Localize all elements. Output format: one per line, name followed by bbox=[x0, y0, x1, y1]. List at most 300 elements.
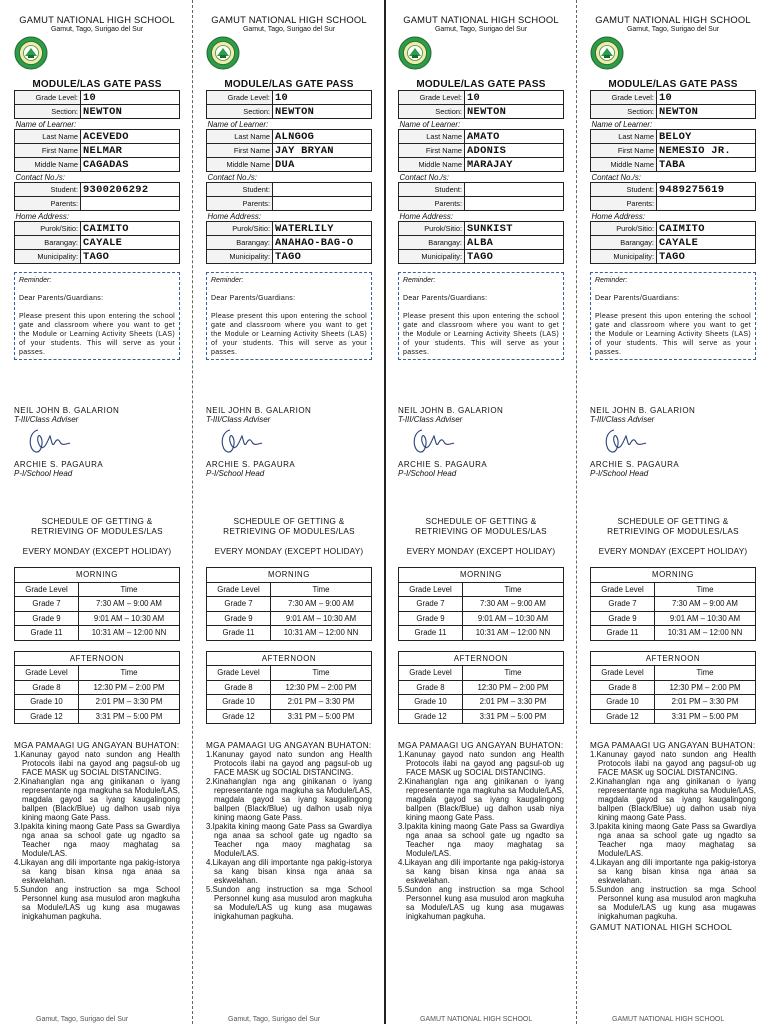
schedule-time: 2:01 PM – 3:30 PM bbox=[79, 695, 180, 710]
schedule-time: 12:30 PM – 2:00 PM bbox=[79, 680, 180, 695]
schedule-grade: Grade 7 bbox=[15, 597, 79, 612]
afternoon-schedule-table bbox=[206, 651, 372, 725]
adviser-name: NEIL JOHN B. GALARION bbox=[398, 406, 504, 415]
parents-contact-label: Parents: bbox=[399, 197, 465, 211]
contact-heading: Contact No./s: bbox=[591, 172, 641, 182]
rule-item: 4.Likayan ang dili importante nga pakig-istorya sa kang bisan kinsa nga anaa sa eskwelahan. bbox=[206, 858, 372, 885]
gate-pass-back bbox=[14, 517, 180, 921]
student-contact-label: Student: bbox=[15, 183, 81, 197]
rule-item: 3.Ipakita kining maong Gate Pass sa Gwardiya nga anaa sa school gate ug ngadto sa Teacher nga maoy maghatag sa Module/LAS. bbox=[398, 822, 564, 858]
last-name-label: Last Name bbox=[399, 130, 465, 144]
schedule-time: 12:30 PM – 2:00 PM bbox=[655, 680, 756, 695]
municipality-label: Municipality: bbox=[591, 250, 657, 264]
rule-item: 1.Kanunay gayod nato sundon ang Health Protocols ilabi na gayod ang pagsul-ob ug FACE MASK ug SOCIAL DISTANCING. bbox=[206, 750, 372, 777]
purok-label: Purok/Sitio: bbox=[399, 222, 465, 236]
schedule-grade: Grade 12 bbox=[399, 709, 463, 724]
schedule-time: 10:31 AM – 12:00 NN bbox=[271, 626, 372, 641]
schedule-time: 2:01 PM – 3:30 PM bbox=[655, 695, 756, 710]
middle-name-value: MARAJAY bbox=[465, 158, 564, 172]
schedule-time: 3:31 PM – 5:00 PM bbox=[271, 709, 372, 724]
morning-heading: MORNING bbox=[591, 568, 756, 583]
morning-schedule-row bbox=[207, 597, 372, 612]
morning-schedule-table bbox=[590, 567, 756, 641]
grade-level-column-header: Grade Level bbox=[591, 666, 655, 681]
last-name-label: Last Name bbox=[15, 130, 81, 144]
reminder-title: Reminder: bbox=[19, 277, 52, 284]
schedule-grade: Grade 7 bbox=[207, 597, 271, 612]
gate-pass-column bbox=[576, 0, 768, 1024]
pass-title: MODULE/LAS GATE PASS bbox=[416, 79, 546, 90]
adviser-name: NEIL JOHN B. GALARION bbox=[206, 406, 312, 415]
rule-item: 5.Sundon ang instruction sa mga School Personnel kung asa musulod aron magkuha sa Module/LAS ug kung asa mugawas inigkahuman pagkuha. bbox=[590, 885, 756, 921]
municipality-value: TAGO bbox=[273, 250, 372, 264]
purok-label: Purok/Sitio: bbox=[591, 222, 657, 236]
adviser-signatory bbox=[398, 406, 503, 424]
home-address-heading: Home Address: bbox=[207, 211, 261, 221]
pass-title: MODULE/LAS GATE PASS bbox=[224, 79, 354, 90]
schedule-frequency: EVERY MONDAY (EXCEPT HOLIDAY) bbox=[22, 547, 172, 556]
middle-name-value: DUA bbox=[273, 158, 372, 172]
school-head-name: ARCHIE S. PAGAURA bbox=[14, 460, 104, 469]
barangay-label: Barangay: bbox=[207, 236, 273, 250]
schedule-time: 10:31 AM – 12:00 NN bbox=[463, 626, 564, 641]
purok-label: Purok/Sitio: bbox=[15, 222, 81, 236]
rule-item: 4.Likayan ang dili importante nga pakig-istorya sa kang bisan kinsa nga anaa sa eskwelahan. bbox=[14, 858, 180, 885]
rule-item: 1.Kanunay gayod nato sundon ang Health Protocols ilabi na gayod ang pagsul-ob ug FACE MASK ug SOCIAL DISTANCING. bbox=[398, 750, 564, 777]
municipality-label: Municipality: bbox=[207, 250, 273, 264]
parents-contact-value bbox=[657, 197, 756, 211]
student-contact-label: Student: bbox=[207, 183, 273, 197]
schedule-grade: Grade 9 bbox=[591, 611, 655, 626]
schedule-grade: Grade 8 bbox=[207, 680, 271, 695]
learner-info-table bbox=[206, 90, 372, 264]
schedule-time: 9:01 AM – 10:30 AM bbox=[79, 611, 180, 626]
afternoon-schedule-row bbox=[15, 695, 180, 710]
learner-info-table bbox=[14, 90, 180, 264]
parents-contact-label: Parents: bbox=[591, 197, 657, 211]
morning-heading: MORNING bbox=[207, 568, 372, 583]
time-column-header: Time bbox=[655, 666, 756, 681]
gate-pass-front bbox=[14, 14, 180, 478]
morning-schedule-row bbox=[399, 611, 564, 626]
name-of-learner-heading: Name of Learner: bbox=[15, 119, 77, 129]
first-name-value: JAY BRYAN bbox=[273, 144, 372, 158]
municipality-value: TAGO bbox=[465, 250, 564, 264]
schedule-grade: Grade 10 bbox=[591, 695, 655, 710]
schedule-title bbox=[398, 517, 564, 537]
time-column-header: Time bbox=[79, 666, 180, 681]
grade-level-value: 10 bbox=[465, 91, 564, 105]
cut-line bbox=[576, 0, 577, 1024]
parents-contact-value bbox=[273, 197, 372, 211]
reminder-body: Please present this upon entering the school gate and classroom where you want to get the Module or Learning Activity Sheets (LAS) of your students. This will serve as your passes. bbox=[211, 313, 367, 356]
afternoon-schedule-table bbox=[398, 651, 564, 725]
rules-title: MGA PAMAAGI UG ANGAYAN BUHATON: bbox=[14, 741, 180, 750]
signature-scribble-icon bbox=[410, 426, 458, 456]
student-contact-value: 9300206292 bbox=[81, 183, 180, 197]
pass-title: MODULE/LAS GATE PASS bbox=[32, 79, 162, 90]
purok-value: CAIMITO bbox=[657, 222, 756, 236]
rule-item: 1.Kanunay gayod nato sundon ang Health Protocols ilabi na gayod ang pagsul-ob ug FACE MASK ug SOCIAL DISTANCING. bbox=[14, 750, 180, 777]
rule-item: 1.Kanunay gayod nato sundon ang Health Protocols ilabi na gayod ang pagsul-ob ug FACE MASK ug SOCIAL DISTANCING. bbox=[590, 750, 756, 777]
schedule-grade: Grade 10 bbox=[399, 695, 463, 710]
morning-schedule-table bbox=[398, 567, 564, 641]
schedule-title-line1: SCHEDULE OF GETTING & bbox=[425, 517, 537, 526]
school-address: Gamut, Tago, Surigao del Sur bbox=[434, 26, 528, 33]
adviser-signatory bbox=[14, 406, 119, 424]
rules-title: MGA PAMAAGI UG ANGAYAN BUHATON: bbox=[206, 741, 372, 750]
school-head-title: P-I/School Head bbox=[14, 469, 73, 478]
reminder-box bbox=[398, 272, 564, 360]
afternoon-schedule-row bbox=[399, 695, 564, 710]
first-name-label: First Name bbox=[15, 144, 81, 158]
morning-schedule-row bbox=[15, 626, 180, 641]
morning-schedule-row bbox=[207, 611, 372, 626]
schedule-grade: Grade 7 bbox=[591, 597, 655, 612]
adviser-title: T-III/Class Adviser bbox=[14, 415, 79, 424]
morning-schedule-row bbox=[399, 626, 564, 641]
grade-level-column-header: Grade Level bbox=[399, 666, 463, 681]
student-contact-label: Student: bbox=[591, 183, 657, 197]
gate-pass-front bbox=[398, 14, 564, 478]
schedule-time: 10:31 AM – 12:00 NN bbox=[655, 626, 756, 641]
rules-list bbox=[590, 750, 756, 921]
first-name-value: NELMAR bbox=[81, 144, 180, 158]
school-name: GAMUT NATIONAL HIGH SCHOOL bbox=[211, 14, 367, 25]
name-of-learner-heading: Name of Learner: bbox=[591, 119, 653, 129]
morning-schedule-row bbox=[591, 626, 756, 641]
schedule-title-line2: RETRIEVING OF MODULES/LAS bbox=[31, 527, 163, 536]
schedule-frequency: EVERY MONDAY (EXCEPT HOLIDAY) bbox=[214, 547, 364, 556]
afternoon-schedule-row bbox=[591, 695, 756, 710]
time-column-header: Time bbox=[79, 582, 180, 597]
schedule-time: 2:01 PM – 3:30 PM bbox=[463, 695, 564, 710]
schedule-title-line2: RETRIEVING OF MODULES/LAS bbox=[607, 527, 739, 536]
school-seal-icon bbox=[206, 36, 240, 70]
schedule-grade: Grade 8 bbox=[591, 680, 655, 695]
gate-pass-column bbox=[0, 0, 192, 1024]
grade-level-value: 10 bbox=[657, 91, 756, 105]
section-value: NEWTON bbox=[657, 105, 756, 119]
middle-name-label: Middle Name bbox=[15, 158, 81, 172]
purok-value: CAIMITO bbox=[81, 222, 180, 236]
reminder-box bbox=[206, 272, 372, 360]
rule-item: 5.Sundon ang instruction sa mga School Personnel kung asa musulod aron magkuha sa Module/LAS ug kung asa mugawas inigkahuman pagkuha. bbox=[398, 885, 564, 921]
adviser-signatory bbox=[590, 406, 695, 424]
school-seal-icon bbox=[398, 36, 432, 70]
gate-pass-front bbox=[590, 14, 756, 478]
barangay-value: CAYALE bbox=[657, 236, 756, 250]
school-address: Gamut, Tago, Surigao del Sur bbox=[50, 26, 144, 33]
schedule-time: 12:30 PM – 2:00 PM bbox=[463, 680, 564, 695]
schedule-title-line2: RETRIEVING OF MODULES/LAS bbox=[223, 527, 355, 536]
schedule-grade: Grade 11 bbox=[207, 626, 271, 641]
purok-label: Purok/Sitio: bbox=[207, 222, 273, 236]
parents-contact-value bbox=[465, 197, 564, 211]
schedule-grade: Grade 8 bbox=[15, 680, 79, 695]
adviser-title: T-III/Class Adviser bbox=[206, 415, 271, 424]
grade-level-label: Grade Level: bbox=[591, 91, 657, 105]
schedule-title-line1: SCHEDULE OF GETTING & bbox=[41, 517, 153, 526]
schedule-time: 9:01 AM – 10:30 AM bbox=[655, 611, 756, 626]
afternoon-schedule-row bbox=[15, 680, 180, 695]
grade-level-column-header: Grade Level bbox=[15, 582, 79, 597]
reminder-body: Please present this upon entering the school gate and classroom where you want to get the Module or Learning Activity Sheets (LAS) of your students. This will serve as your passes. bbox=[19, 313, 175, 356]
time-column-header: Time bbox=[655, 582, 756, 597]
first-name-label: First Name bbox=[207, 144, 273, 158]
grade-level-label: Grade Level: bbox=[15, 91, 81, 105]
rule-item: 3.Ipakita kining maong Gate Pass sa Gwardiya nga anaa sa school gate ug ngadto sa Teacher nga maoy maghatag sa Module/LAS. bbox=[14, 822, 180, 858]
pass-title: MODULE/LAS GATE PASS bbox=[608, 79, 738, 90]
section-value: NEWTON bbox=[81, 105, 180, 119]
rule-item: 3.Ipakita kining maong Gate Pass sa Gwardiya nga anaa sa school gate ug ngadto sa Teacher nga maoy maghatag sa Module/LAS. bbox=[206, 822, 372, 858]
schedule-grade: Grade 8 bbox=[399, 680, 463, 695]
school-seal-icon bbox=[590, 36, 624, 70]
barangay-value: ANAHAO-BAG-O bbox=[273, 236, 372, 250]
school-seal-icon bbox=[14, 36, 48, 70]
next-pass-header-stub: Gamut, Tago, Surigao del Sur bbox=[228, 1016, 321, 1023]
schedule-frequency: EVERY MONDAY (EXCEPT HOLIDAY) bbox=[406, 547, 556, 556]
afternoon-heading: AFTERNOON bbox=[591, 651, 756, 666]
adviser-signatory bbox=[206, 406, 311, 424]
section-label: Section: bbox=[207, 105, 273, 119]
school-head-title: P-I/School Head bbox=[398, 469, 457, 478]
municipality-value: TAGO bbox=[81, 250, 180, 264]
schedule-time: 7:30 AM – 9:00 AM bbox=[655, 597, 756, 612]
school-head-name: ARCHIE S. PAGAURA bbox=[398, 460, 488, 469]
school-head-signatory bbox=[398, 460, 487, 478]
morning-schedule-row bbox=[15, 597, 180, 612]
purok-value: SUNKIST bbox=[465, 222, 564, 236]
grade-level-value: 10 bbox=[273, 91, 372, 105]
reminder-salutation: Dear Parents/Guardians: bbox=[19, 295, 104, 302]
next-pass-header-stub: GAMUT NATIONAL HIGH SCHOOL bbox=[612, 1016, 725, 1023]
schedule-time: 12:30 PM – 2:00 PM bbox=[271, 680, 372, 695]
schedule-frequency: EVERY MONDAY (EXCEPT HOLIDAY) bbox=[598, 547, 748, 556]
afternoon-schedule-table bbox=[590, 651, 756, 725]
grade-level-column-header: Grade Level bbox=[207, 666, 271, 681]
morning-heading: MORNING bbox=[15, 568, 180, 583]
schedule-grade: Grade 12 bbox=[15, 709, 79, 724]
contact-heading: Contact No./s: bbox=[207, 172, 257, 182]
schedule-grade: Grade 12 bbox=[207, 709, 271, 724]
time-column-header: Time bbox=[463, 666, 564, 681]
adviser-name: NEIL JOHN B. GALARION bbox=[14, 406, 120, 415]
barangay-label: Barangay: bbox=[591, 236, 657, 250]
signature-scribble-icon bbox=[218, 426, 266, 456]
schedule-time: 9:01 AM – 10:30 AM bbox=[271, 611, 372, 626]
cut-line bbox=[192, 0, 193, 1024]
middle-name-value: TABA bbox=[657, 158, 756, 172]
schedule-grade: Grade 7 bbox=[399, 597, 463, 612]
gate-pass-front bbox=[206, 14, 372, 478]
last-name-value: ALNGOG bbox=[273, 130, 372, 144]
schedule-grade: Grade 9 bbox=[15, 611, 79, 626]
learner-info-table bbox=[398, 90, 564, 264]
afternoon-heading: AFTERNOON bbox=[399, 651, 564, 666]
rule-item: 4.Likayan ang dili importante nga pakig-istorya sa kang bisan kinsa nga anaa sa eskwelahan. bbox=[590, 858, 756, 885]
last-name-value: ACEVEDO bbox=[81, 130, 180, 144]
morning-schedule-row bbox=[591, 611, 756, 626]
rules-list bbox=[206, 750, 372, 921]
gate-pass-back bbox=[206, 517, 372, 921]
name-of-learner-heading: Name of Learner: bbox=[207, 119, 269, 129]
learner-info-table bbox=[590, 90, 756, 264]
afternoon-schedule-row bbox=[399, 680, 564, 695]
municipality-label: Municipality: bbox=[15, 250, 81, 264]
last-name-label: Last Name bbox=[207, 130, 273, 144]
rule-item: 5.Sundon ang instruction sa mga School Personnel kung asa musulod aron magkuha sa Module/LAS ug kung asa mugawas inigkahuman pagkuha. bbox=[206, 885, 372, 921]
school-address: Gamut, Tago, Surigao del Sur bbox=[242, 26, 336, 33]
footer-school-name: GAMUT NATIONAL HIGH SCHOOL bbox=[590, 922, 733, 932]
municipality-value: TAGO bbox=[657, 250, 756, 264]
section-label: Section: bbox=[15, 105, 81, 119]
reminder-title: Reminder: bbox=[403, 277, 436, 284]
school-head-title: P-I/School Head bbox=[206, 469, 265, 478]
parents-contact-label: Parents: bbox=[15, 197, 81, 211]
schedule-time: 10:31 AM – 12:00 NN bbox=[79, 626, 180, 641]
adviser-title: T-III/Class Adviser bbox=[590, 415, 655, 424]
student-contact-value: 9489275619 bbox=[657, 183, 756, 197]
rules-list bbox=[14, 750, 180, 921]
rule-item: 2.Kinahanglan nga ang ginikanan o iyang representante nga magkuha sa Module/LAS, magdala gayod sa iyang kaugalingong ballpen (Black/Blue) ug dalhon usab niya kining maong Gate Pass. bbox=[206, 777, 372, 822]
schedule-title-line1: SCHEDULE OF GETTING & bbox=[233, 517, 345, 526]
reminder-salutation: Dear Parents/Guardians: bbox=[595, 295, 680, 302]
gate-pass-column bbox=[192, 0, 384, 1024]
home-address-heading: Home Address: bbox=[591, 211, 645, 221]
grade-level-column-header: Grade Level bbox=[399, 582, 463, 597]
schedule-title-line2: RETRIEVING OF MODULES/LAS bbox=[415, 527, 547, 536]
purok-value: WATERLILY bbox=[273, 222, 372, 236]
rule-item: 4.Likayan ang dili importante nga pakig-istorya sa kang bisan kinsa nga anaa sa eskwelahan. bbox=[398, 858, 564, 885]
schedule-time: 3:31 PM – 5:00 PM bbox=[463, 709, 564, 724]
reminder-salutation: Dear Parents/Guardians: bbox=[211, 295, 296, 302]
reminder-box bbox=[590, 272, 756, 360]
schedule-time: 3:31 PM – 5:00 PM bbox=[655, 709, 756, 724]
schedule-grade: Grade 11 bbox=[399, 626, 463, 641]
first-name-label: First Name bbox=[591, 144, 657, 158]
schedule-time: 3:31 PM – 5:00 PM bbox=[79, 709, 180, 724]
afternoon-schedule-row bbox=[207, 680, 372, 695]
schedule-grade: Grade 9 bbox=[207, 611, 271, 626]
schedule-grade: Grade 9 bbox=[399, 611, 463, 626]
grade-level-value: 10 bbox=[81, 91, 180, 105]
barangay-value: ALBA bbox=[465, 236, 564, 250]
schedule-grade: Grade 10 bbox=[207, 695, 271, 710]
schedule-grade: Grade 11 bbox=[15, 626, 79, 641]
school-head-signatory bbox=[590, 460, 679, 478]
first-name-value: ADONIS bbox=[465, 144, 564, 158]
schedule-time: 7:30 AM – 9:00 AM bbox=[79, 597, 180, 612]
afternoon-schedule-row bbox=[591, 709, 756, 724]
morning-schedule-table bbox=[206, 567, 372, 641]
reminder-title: Reminder: bbox=[211, 277, 244, 284]
grade-level-column-header: Grade Level bbox=[591, 582, 655, 597]
grade-level-column-header: Grade Level bbox=[207, 582, 271, 597]
school-head-signatory bbox=[14, 460, 103, 478]
morning-schedule-row bbox=[207, 626, 372, 641]
afternoon-heading: AFTERNOON bbox=[207, 651, 372, 666]
contact-heading: Contact No./s: bbox=[15, 172, 65, 182]
student-contact-label: Student: bbox=[399, 183, 465, 197]
time-column-header: Time bbox=[463, 582, 564, 597]
school-head-signatory bbox=[206, 460, 295, 478]
school-name: GAMUT NATIONAL HIGH SCHOOL bbox=[595, 14, 751, 25]
middle-name-label: Middle Name bbox=[591, 158, 657, 172]
schedule-time: 7:30 AM – 9:00 AM bbox=[271, 597, 372, 612]
afternoon-schedule-row bbox=[207, 709, 372, 724]
signature-scribble-icon bbox=[602, 426, 650, 456]
morning-schedule-row bbox=[591, 597, 756, 612]
middle-name-value: CAGADAS bbox=[81, 158, 180, 172]
school-address: Gamut, Tago, Surigao del Sur bbox=[626, 26, 720, 33]
signature-scribble-icon bbox=[26, 426, 74, 456]
schedule-grade: Grade 10 bbox=[15, 695, 79, 710]
section-label: Section: bbox=[399, 105, 465, 119]
contact-heading: Contact No./s: bbox=[399, 172, 449, 182]
last-name-label: Last Name bbox=[591, 130, 657, 144]
afternoon-schedule-row bbox=[591, 680, 756, 695]
home-address-heading: Home Address: bbox=[15, 211, 69, 221]
rules-list bbox=[398, 750, 564, 921]
reminder-body: Please present this upon entering the school gate and classroom where you want to get the Module or Learning Activity Sheets (LAS) of your students. This will serve as your passes. bbox=[595, 313, 751, 356]
reminder-body: Please present this upon entering the school gate and classroom where you want to get the Module or Learning Activity Sheets (LAS) of your students. This will serve as your passes. bbox=[403, 313, 559, 356]
time-column-header: Time bbox=[271, 666, 372, 681]
time-column-header: Time bbox=[271, 582, 372, 597]
adviser-name: NEIL JOHN B. GALARION bbox=[590, 406, 696, 415]
schedule-time: 7:30 AM – 9:00 AM bbox=[463, 597, 564, 612]
middle-name-label: Middle Name bbox=[207, 158, 273, 172]
schedule-title bbox=[206, 517, 372, 537]
next-pass-header-stub: GAMUT NATIONAL HIGH SCHOOL bbox=[420, 1016, 533, 1023]
reminder-box bbox=[14, 272, 180, 360]
school-head-name: ARCHIE S. PAGAURA bbox=[590, 460, 680, 469]
schedule-title-line1: SCHEDULE OF GETTING & bbox=[617, 517, 729, 526]
schedule-grade: Grade 11 bbox=[591, 626, 655, 641]
afternoon-schedule-row bbox=[15, 709, 180, 724]
section-label: Section: bbox=[591, 105, 657, 119]
schedule-grade: Grade 12 bbox=[591, 709, 655, 724]
middle-name-label: Middle Name bbox=[399, 158, 465, 172]
school-name: GAMUT NATIONAL HIGH SCHOOL bbox=[403, 14, 559, 25]
rule-item: 2.Kinahanglan nga ang ginikanan o iyang representante nga magkuha sa Module/LAS, magdala gayod sa iyang kaugalingong ballpen (Black/Blue) ug dalhon usab niya kining maong Gate Pass. bbox=[398, 777, 564, 822]
gate-pass-column bbox=[384, 0, 576, 1024]
rule-item: 5.Sundon ang instruction sa mga School Personnel kung asa musulod aron magkuha sa Module/LAS ug kung asa mugawas inigkahuman pagkuha. bbox=[14, 885, 180, 921]
home-address-heading: Home Address: bbox=[399, 211, 453, 221]
afternoon-schedule-row bbox=[399, 709, 564, 724]
barangay-label: Barangay: bbox=[15, 236, 81, 250]
morning-schedule-row bbox=[15, 611, 180, 626]
adviser-title: T-III/Class Adviser bbox=[398, 415, 463, 424]
schedule-title bbox=[14, 517, 180, 537]
last-name-value: BELOY bbox=[657, 130, 756, 144]
morning-schedule-row bbox=[399, 597, 564, 612]
rule-item: 2.Kinahanglan nga ang ginikanan o iyang representante nga magkuha sa Module/LAS, magdala gayod sa iyang kaugalingong ballpen (Black/Blue) ug dalhon usab niya kining maong Gate Pass. bbox=[590, 777, 756, 822]
barangay-label: Barangay: bbox=[399, 236, 465, 250]
parents-contact-label: Parents: bbox=[207, 197, 273, 211]
cut-line bbox=[384, 0, 386, 1024]
afternoon-heading: AFTERNOON bbox=[15, 651, 180, 666]
section-value: NEWTON bbox=[273, 105, 372, 119]
rule-item: 2.Kinahanglan nga ang ginikanan o iyang representante nga magkuha sa Module/LAS, magdala gayod sa iyang kaugalingong ballpen (Black/Blue) ug dalhon usab niya kining maong Gate Pass. bbox=[14, 777, 180, 822]
grade-level-column-header: Grade Level bbox=[15, 666, 79, 681]
rules-title: MGA PAMAAGI UG ANGAYAN BUHATON: bbox=[398, 741, 564, 750]
afternoon-schedule-table bbox=[14, 651, 180, 725]
grade-level-label: Grade Level: bbox=[207, 91, 273, 105]
gate-pass-back bbox=[590, 517, 756, 932]
gate-pass-back bbox=[398, 517, 564, 921]
first-name-value: NEMESIO JR. bbox=[657, 144, 756, 158]
